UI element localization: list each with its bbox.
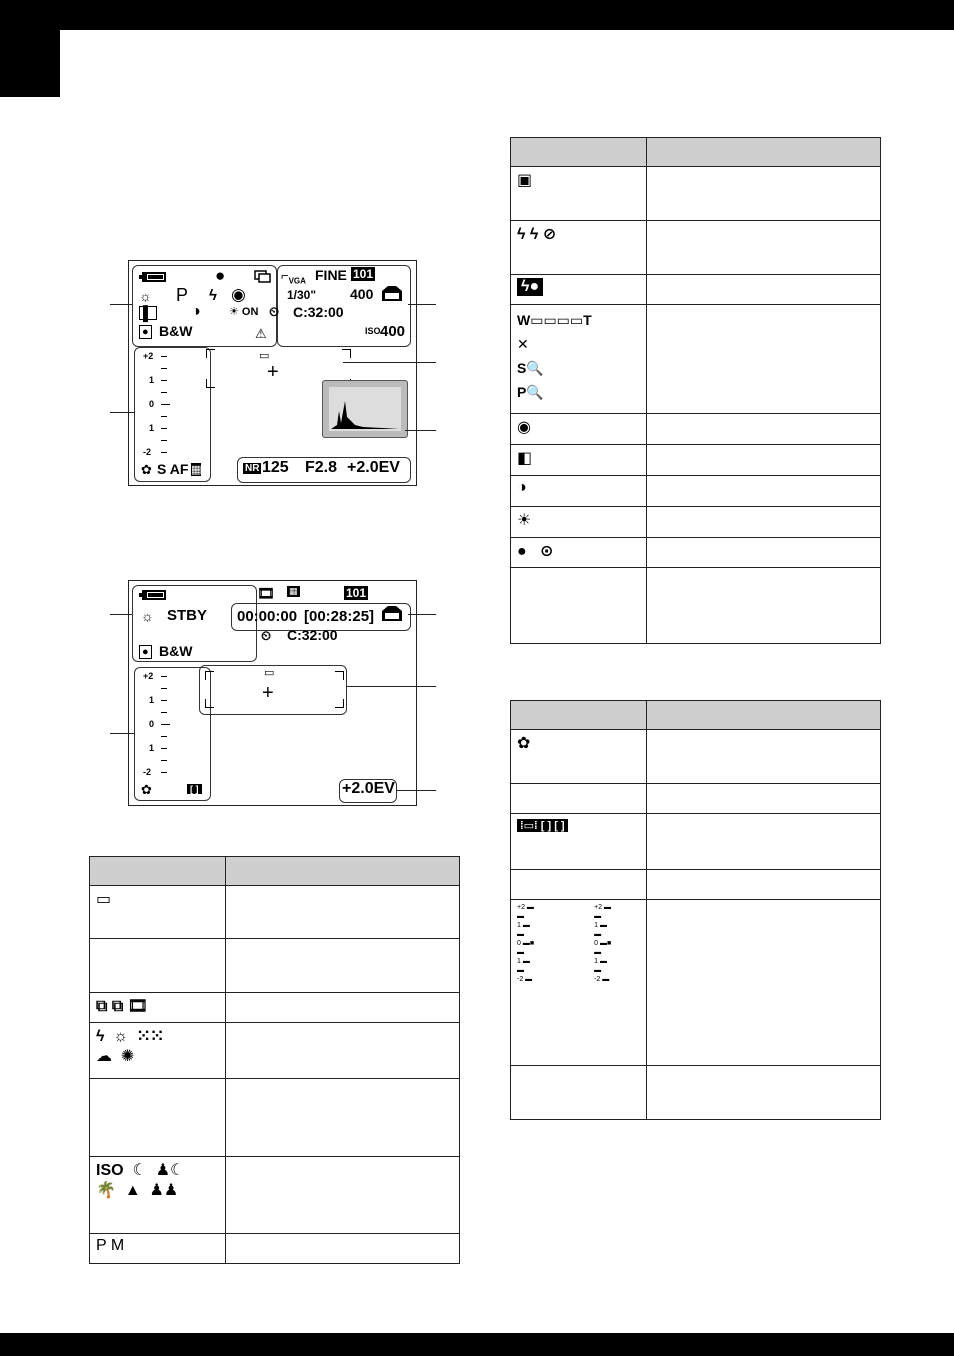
color-mode: B&W xyxy=(159,323,193,339)
folder-indicator: 101 xyxy=(353,267,374,281)
lcd-movie-diagram xyxy=(128,580,417,806)
timer-value: C:32:00 xyxy=(287,627,338,643)
exposure-value: +2.0EV xyxy=(342,780,395,797)
shutter-speed: 1/30" xyxy=(287,288,317,302)
contrast-icon: ◑ xyxy=(191,303,201,320)
table-row: P M xyxy=(90,1234,226,1264)
callout-line xyxy=(405,430,436,431)
section-tab xyxy=(0,0,60,97)
table-row: ● ⊙ xyxy=(511,538,647,568)
table-row xyxy=(511,568,647,644)
histogram xyxy=(322,380,408,438)
battery-icon xyxy=(139,588,169,602)
shake-warning-icon: ⚠ xyxy=(255,326,267,341)
table-header xyxy=(511,138,647,167)
remaining-time: [00:28:25] xyxy=(304,608,375,625)
nr-badge: NR xyxy=(245,463,260,474)
daylight-wb-icon: ☼ xyxy=(139,288,152,304)
flash-icon: ϟ xyxy=(209,287,217,304)
callout-line xyxy=(343,362,436,363)
internal-memory-icon xyxy=(380,605,404,623)
aperture: F2.8 xyxy=(305,459,338,476)
ev-scale-mini: +2 ▬ ▬ 1 ▬ ▬ 0 ▬■ ▬ 1 ▬ ▬ -2 ▬ xyxy=(517,904,535,983)
top-bar xyxy=(0,0,954,30)
table-row: ⁞▭⁞ [ ] [ ] xyxy=(511,814,647,870)
shots-remaining: 400 xyxy=(350,286,374,302)
macro-icon: ✿ xyxy=(141,782,152,797)
ev-scale: +2 1 0 1 -2 xyxy=(143,671,183,771)
spot-cross: + xyxy=(267,361,279,383)
table-header xyxy=(226,857,460,886)
movie-icon: 🎞 xyxy=(257,585,275,601)
table-row: ▭ xyxy=(90,886,226,939)
callout-line xyxy=(408,304,436,305)
table-row: ◉ xyxy=(511,414,647,445)
table-row xyxy=(511,784,647,814)
table-row xyxy=(90,939,226,993)
iso-value: 400 xyxy=(380,323,406,340)
callout-line xyxy=(110,733,134,734)
indicator-table-right-bottom xyxy=(510,700,881,1120)
table-header xyxy=(647,138,881,167)
table-row: ISO ☾ ♟☾ 🌴 ▲ ♟♟ xyxy=(90,1157,226,1234)
recording-time: 00:00:00 xyxy=(237,608,298,625)
image-size: $⌐_{VGA}$ xyxy=(281,268,306,286)
self-timer-icon: ⏲ xyxy=(261,628,272,643)
iso-prefix: ISO xyxy=(365,326,381,336)
table-row: ϟ ϟ ⊘ xyxy=(511,221,647,275)
callout-line xyxy=(408,614,436,615)
table-row: ϟ ☼ ⁙⁙ ☁ ✺ xyxy=(90,1023,226,1079)
ev-scale-mini: +2 ▬ ▬ 1 ▬ ▬ 0 ▬■ ▬ 1 ▬ ▬ -2 ▬ xyxy=(594,904,612,983)
table-row: ☀ xyxy=(511,507,647,538)
low-battery-icon: ▭ xyxy=(259,350,270,362)
callout-line xyxy=(110,614,132,615)
folder-indicator: 101 xyxy=(346,586,367,600)
sharpness-icon: ▌ xyxy=(139,306,157,320)
af-illuminator: ☀ ON xyxy=(229,306,259,318)
battery-icon xyxy=(139,270,169,284)
callout-line xyxy=(110,412,134,413)
shutter-speed-bottom: 125 xyxy=(262,459,289,476)
burst-icon xyxy=(254,270,272,284)
indicator-table-right-top xyxy=(510,137,881,644)
table-row: ϟ● xyxy=(511,275,647,305)
table-row: W▭▭▭▭T ✕ S🔍 P🔍 xyxy=(511,305,647,414)
table-row xyxy=(511,870,647,900)
table-header xyxy=(647,701,881,730)
callout-line xyxy=(110,304,132,305)
macro-icon: ✿ xyxy=(141,462,152,477)
table-row: ◑ xyxy=(511,476,647,507)
standby-text: STBY xyxy=(167,607,208,624)
table-row: ✿ xyxy=(511,730,647,784)
lcd-still-diagram xyxy=(128,260,417,486)
table-header xyxy=(511,701,647,730)
self-timer-icon: ⏲ xyxy=(269,304,280,319)
table-row xyxy=(511,1066,647,1120)
daylight-wb-icon: ☼ xyxy=(141,608,154,624)
table-header xyxy=(90,857,226,886)
low-battery-icon: ▭ xyxy=(264,667,275,679)
ev-scale: +2 1 0 1 -2 xyxy=(143,351,183,451)
eye-icon: ◉ xyxy=(231,285,246,304)
record-dot: ● xyxy=(215,266,226,285)
focus-mode: S AF xyxy=(157,461,189,477)
callout-line xyxy=(396,790,436,791)
table-row xyxy=(511,900,647,1066)
timer-value: C:32:00 xyxy=(293,304,344,320)
af-range-icon: [ ] xyxy=(187,784,202,794)
table-row: ◧ xyxy=(511,445,647,476)
table-row: ⧉ ⧉ 🎞 xyxy=(90,993,226,1023)
movie-size-icon: ▦ xyxy=(289,586,298,596)
metering-icon: ● xyxy=(139,645,152,659)
table-row xyxy=(90,1079,226,1157)
metering-icon: ● xyxy=(139,325,152,339)
exposure-value: +2.0EV xyxy=(347,459,400,476)
bottom-bar xyxy=(0,1333,954,1356)
internal-memory-icon xyxy=(380,285,404,303)
color-mode: B&W xyxy=(159,643,193,659)
callout-line xyxy=(346,686,436,687)
mode-letter: P xyxy=(176,285,189,305)
spot-cross: + xyxy=(262,682,274,704)
quality: FINE xyxy=(315,267,347,283)
table-row: ▣ xyxy=(511,167,647,221)
indicator-table-left xyxy=(89,856,460,1264)
af-range-icon: ▦ xyxy=(191,464,202,476)
